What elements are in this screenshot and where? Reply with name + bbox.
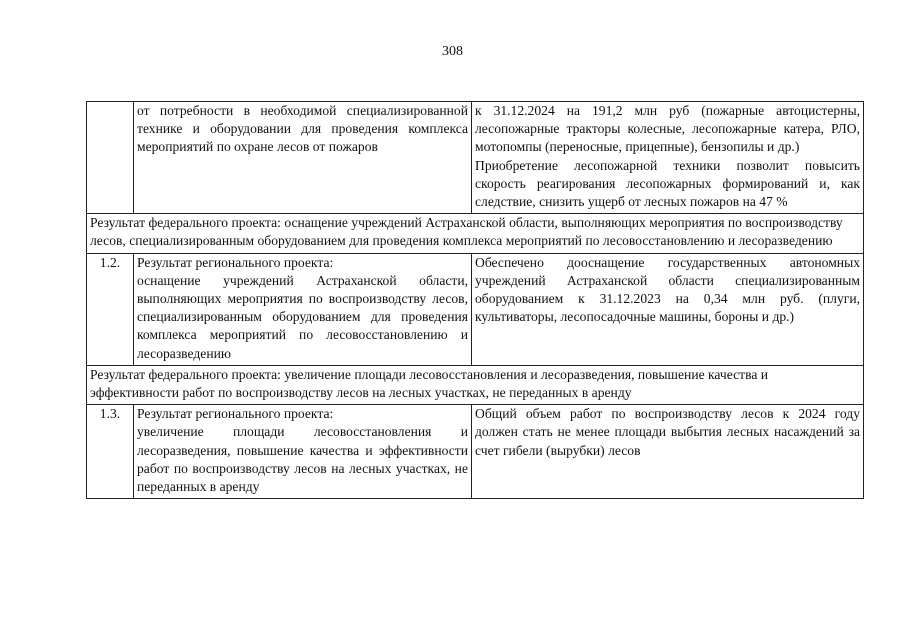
table-row	[87, 102, 864, 214]
federal-result-text: Результат федерального проекта: оснащение учреждений Астраханской области, выполняющих мероприятия по воспроизводству лесов, специализированным оборудованием для проведения комплекса мероприятий по лесовосстановлению и лесоразведению	[87, 214, 864, 253]
indicator-text: к 31.12.2024 на 191,2 млн руб (пожарные автоцистерны, лесопожарные тракторы колесные, лесопожарные катера, РЛО, мотопомпы (переносные, прицепные), бензопилы и др.)	[475, 103, 860, 155]
federal-result-text: Результат федерального проекта: увеличение площади лесовосстановления и лесоразведения, повышение качества и эффективности работ по воспроизводству лесов на лесных участках, не переданных в аренду	[87, 365, 864, 404]
indicator-cell	[472, 102, 864, 214]
page-number: 308	[442, 44, 463, 59]
results-table	[86, 101, 864, 499]
regional-result-title: Результат регионального проекта:	[137, 254, 334, 270]
federal-result-row	[87, 214, 864, 253]
regional-result-cell: от потребности в необходимой специализированной технике и оборудовании для проведения комплекса мероприятий по охране лесов от пожаров	[134, 102, 472, 214]
regional-result-body: увеличение площади лесовосстановления и лесоразведения, повышение качества и эффективности работ по воспроизводству лесов на лесных участках, не переданных в аренду	[137, 424, 468, 495]
regional-result-body: оснащение учреждений Астраханской области, выполняющих мероприятия по воспроизводству лесов, специализированным оборудованием для проведения комплекса мероприятий по лесовосстановлению и лесоразведению	[137, 272, 468, 361]
federal-result-row	[87, 365, 864, 404]
indicator-cell: Обеспечено дооснащение государственных автономных учреждений Астраханской области специализированным оборудованием к 31.12.2023 на 0,34 млн руб. (плуги, культиваторы, лесопосадочные машины, бороны и др.)	[472, 253, 864, 365]
row-number-cell: 1.3.	[87, 405, 134, 499]
indicator-text: Приобретение лесопожарной техники позволит повысить скорость реагирования лесопожарных формирований и, как следствие, снизить ущерб от лесных пожаров на 47 %	[475, 157, 860, 210]
regional-result-cell	[134, 253, 472, 365]
table-row	[87, 405, 864, 499]
regional-result-cell	[134, 405, 472, 499]
indicator-cell: Общий объем работ по воспроизводству лесов к 2024 году должен стать не менее площади выбытия лесных насаждений за счет гибели (вырубки) лесов	[472, 405, 864, 499]
regional-result-title: Результат регионального проекта:	[137, 406, 334, 422]
row-number-cell: 1.2.	[87, 253, 134, 365]
row-number-cell	[87, 102, 134, 214]
table-row	[87, 253, 864, 365]
